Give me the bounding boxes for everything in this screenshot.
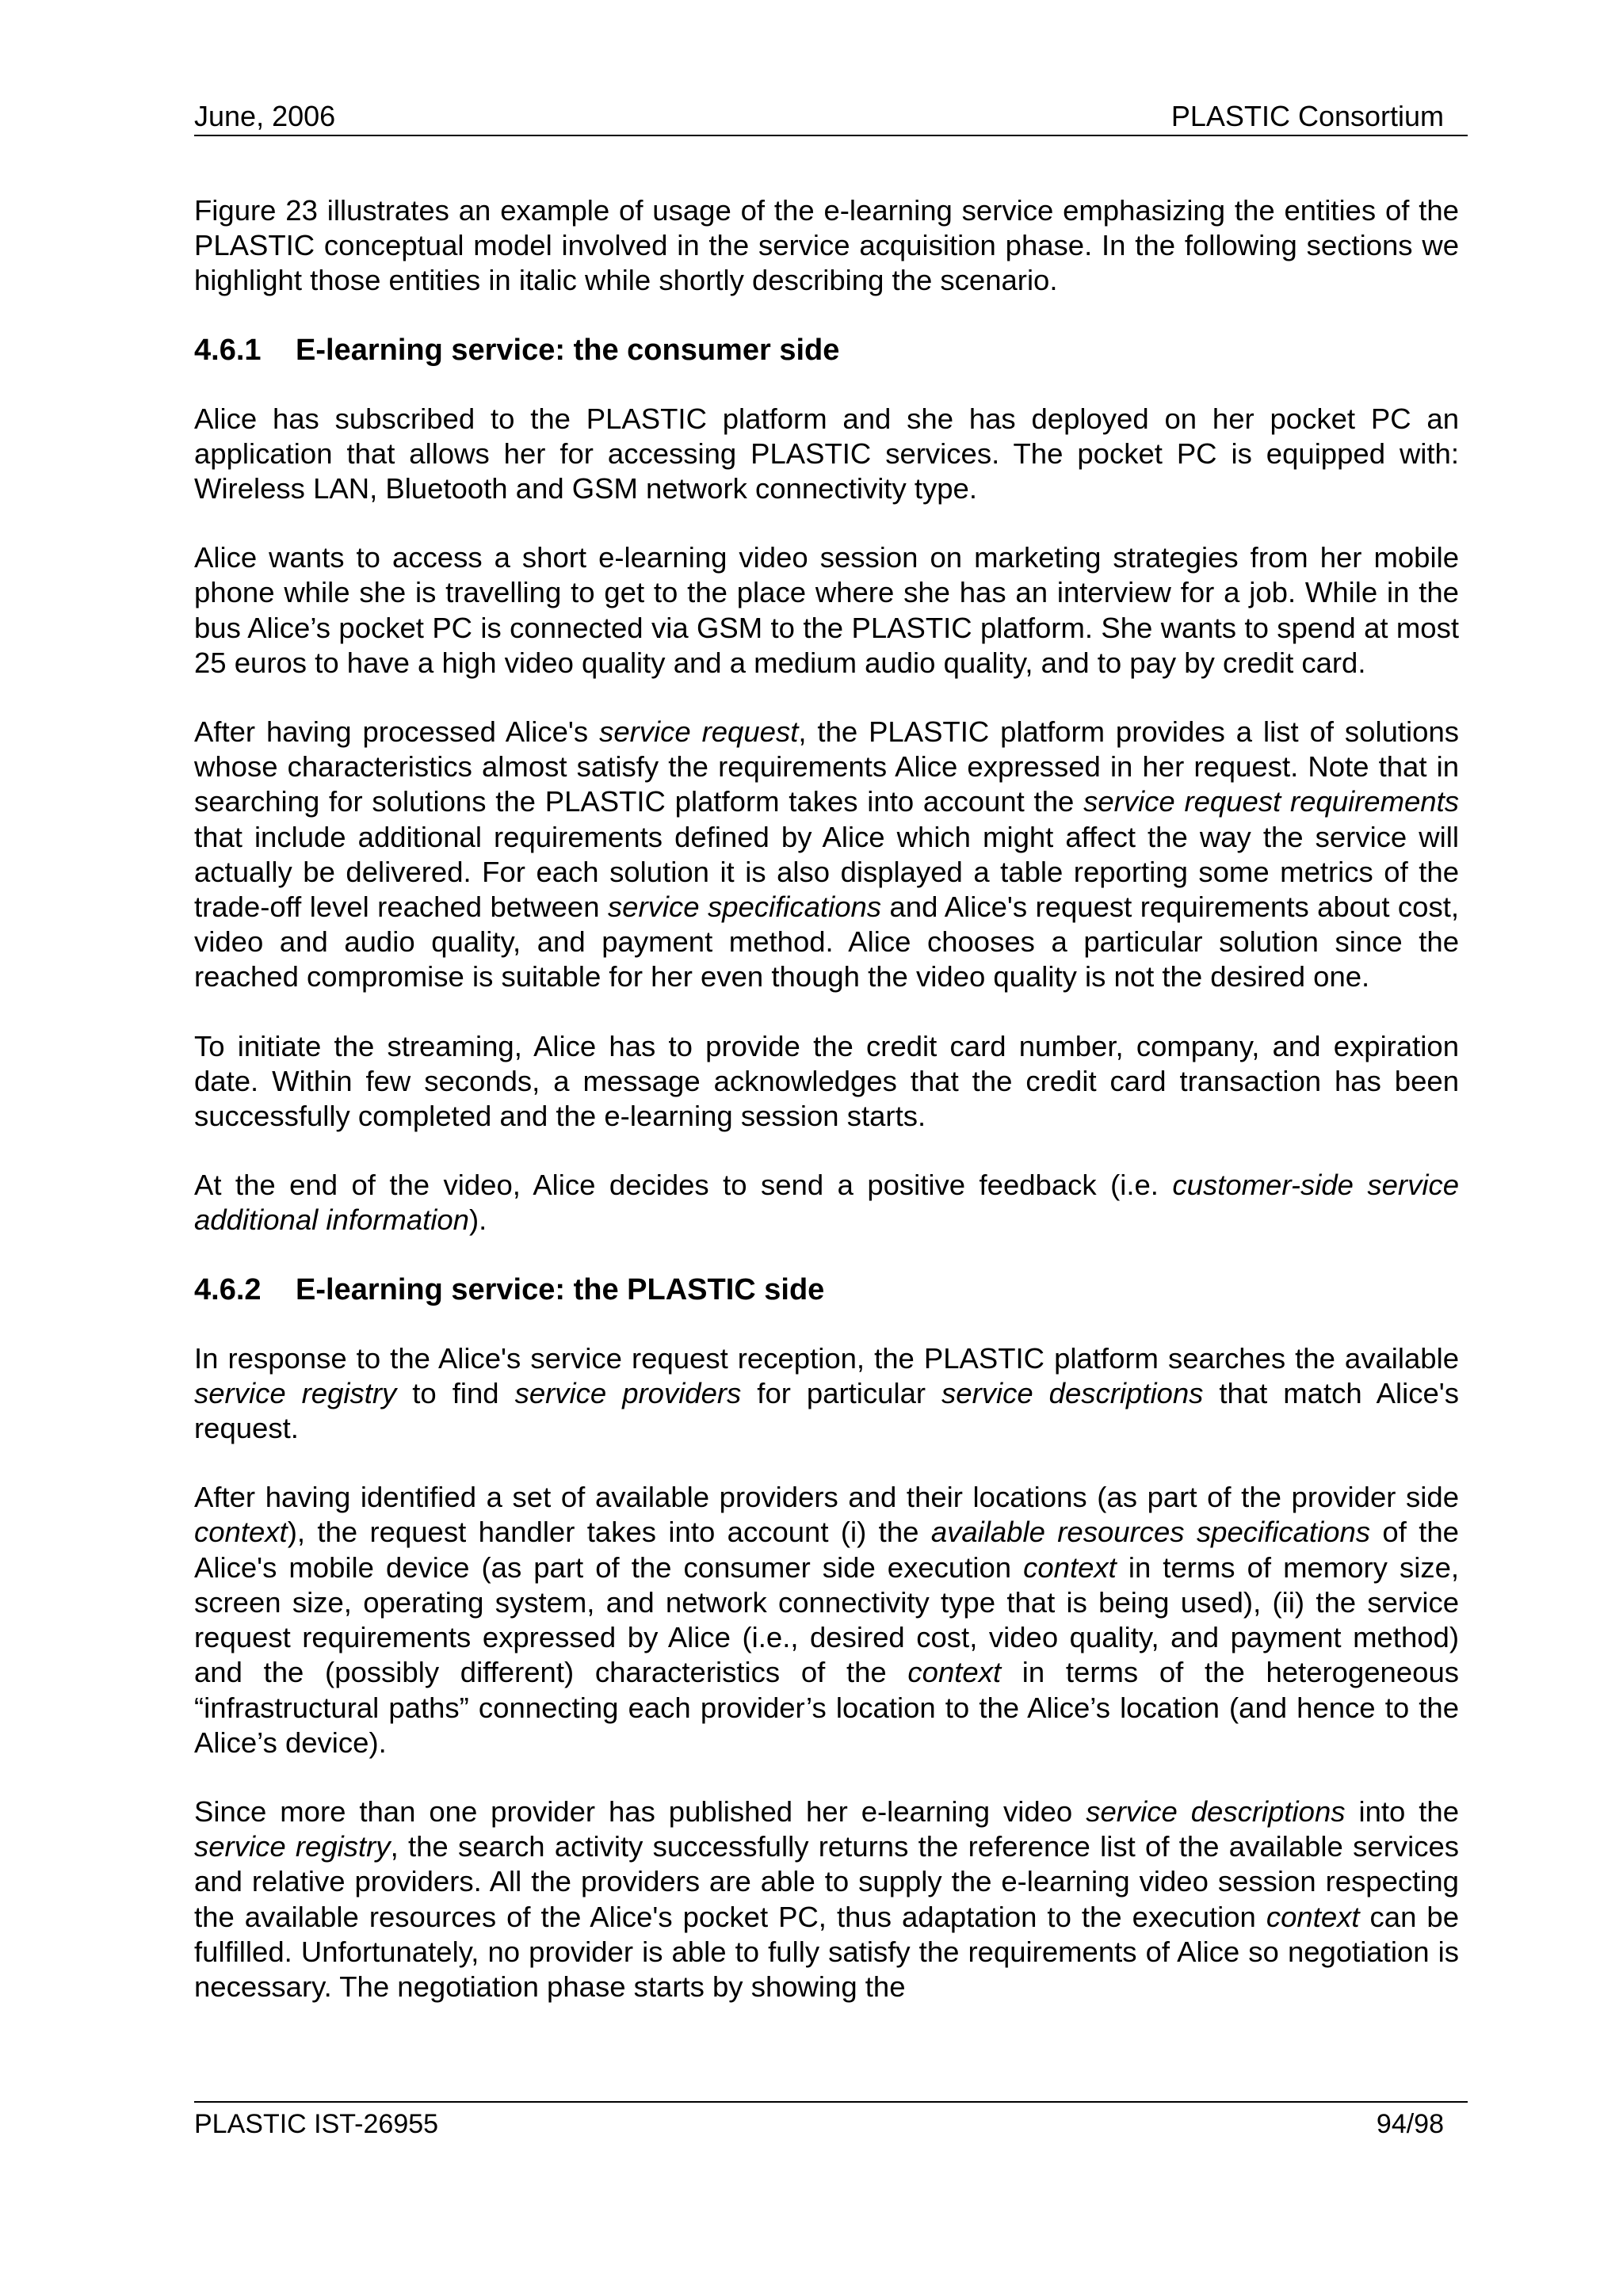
italic-term: service descriptions [1086,1794,1346,1828]
paragraph: Alice wants to access a short e-learning video session on marketing strategies from her mobile phone while she is travelling to get to the place where she has an interview for a job. While in the bus Alice’s pocket PC is connected via GSM to the PLASTIC platform. She wants to spend at most 25 euros to have a high video quality and a medium audio quality, and to pay by credit card. [194,541,1459,679]
header-date: June, 2006 [194,100,336,132]
text-run: in terms of memory size, screen size, operating system, and network connectivity type that is being used), (ii) the service request requirements expressed by Alice (i.e., desired cost, video quality, and payment method) and the (possibly different) characteristics of the [194,1550,1460,1689]
paragraph: To initiate the streaming, Alice has to provide the credit card number, company, and expiration date. Within few seconds, a message acknowledges that the credit card transaction has been successfully completed and the e-learning session starts. [194,1029,1459,1133]
footer-page-number: 94/98 [1376,2109,1444,2139]
text-run: of the Alice's mobile device (as part of the consumer side execution [194,1516,1459,1584]
italic-term: service request [599,715,799,749]
italic-term: available resources specifications [930,1516,1371,1549]
text-run: ). [468,1203,487,1237]
document-body [194,193,1459,2039]
paragraph [194,1480,1459,1760]
section-heading-plastic-side [194,1272,1459,1307]
text-run: In response to the Alice's service request reception, the PLASTIC platform searches the available [194,1341,1459,1375]
text-run: that include additional requirements defined by Alice which might affect the way the service will actually be delivered. For each solution it is also displayed a table reporting some metrics of the trade-off level reached between [194,820,1459,924]
text-run: After having identified a set of available providers and their locations (as part of the provider side [194,1481,1459,1514]
text-run: , the search activity successfully returns the reference list of the available services and relative providers. All the providers are able to supply the e-learning video session respecting the available resources of the Alice's pocket PC, thus adaptation to the execution [194,1830,1459,1933]
italic-term: service specifications [607,891,882,924]
paragraph [194,1168,1459,1238]
text-run: can be fulfilled. Unfortunately, no provider is able to fully satisfy the requirements of Alice so negotiation is necessary. The negotiation phase starts by showing the [194,1900,1459,2003]
text-run: that match Alice's request. [194,1376,1459,1445]
footer-project-id: PLASTIC IST-26955 [194,2109,439,2139]
italic-term: context [907,1656,1002,1689]
italic-term: context [1266,1900,1360,1933]
section-title: E-learning service: the consumer side [296,333,840,367]
italic-term: customer-side service additional information [194,1169,1459,1237]
header-organization: PLASTIC Consortium [1170,100,1444,132]
italic-term: service registry [194,1376,397,1409]
section-number: 4.6.2 [194,1272,262,1306]
section-heading-consumer-side [194,333,1459,368]
italic-term: service providers [514,1376,742,1409]
italic-term: service descriptions [941,1376,1204,1409]
italic-term: context [194,1516,288,1549]
section-number: 4.6.1 [194,333,262,367]
paragraph [194,715,1459,995]
text-run: to find [396,1376,515,1409]
text-run: ), the request handler takes into account (i) the [287,1516,931,1549]
text-run: into the [1345,1794,1459,1828]
paragraph [194,1794,1459,2004]
text-run: Since more than one provider has published her e-learning video [194,1794,1086,1828]
section-title: E-learning service: the PLASTIC side [296,1272,825,1306]
italic-term: service registry [194,1830,391,1863]
text-run: and Alice's request requirements about cost, video and audio quality, and payment method. Alice chooses a particular solution since the reached compromise is suitable for her even though the video quality is not the desired one. [194,891,1459,994]
text-run: in terms of the heterogeneous “infrastructural paths” connecting each provider’s location to the Alice’s location (and hence to the Alice’s device). [194,1656,1459,1759]
paragraph: Alice has subscribed to the PLASTIC platform and she has deployed on her pocket PC an application that allows her for accessing PLASTIC services. The pocket PC is equipped with: Wireless LAN, Bluetooth and GSM network connectivity type. [194,402,1459,505]
italic-term: context [1023,1550,1117,1584]
text-run: After having processed Alice's [194,715,600,749]
intro-paragraph: Figure 23 illustrates an example of usage of the e-learning service emphasizing the entities of the PLASTIC conceptual model involved in the service acquisition phase. In the following sections we highlight those entities in italic while shortly describing the scenario. [194,194,1459,297]
italic-term: service request requirements [1083,785,1459,818]
paragraph [194,1341,1459,1447]
text-run: At the end of the video, Alice decides to send a positive feedback (i.e. [194,1169,1173,1202]
page-footer [194,2101,1468,2142]
text-run: for particular [741,1376,942,1409]
page-header [194,95,1468,136]
text-run: , the PLASTIC platform provides a list of solutions whose characteristics almost satisfy the requirements Alice expressed in her request. Note that in searching for solutions the PLASTIC platform takes into account the [194,715,1459,818]
